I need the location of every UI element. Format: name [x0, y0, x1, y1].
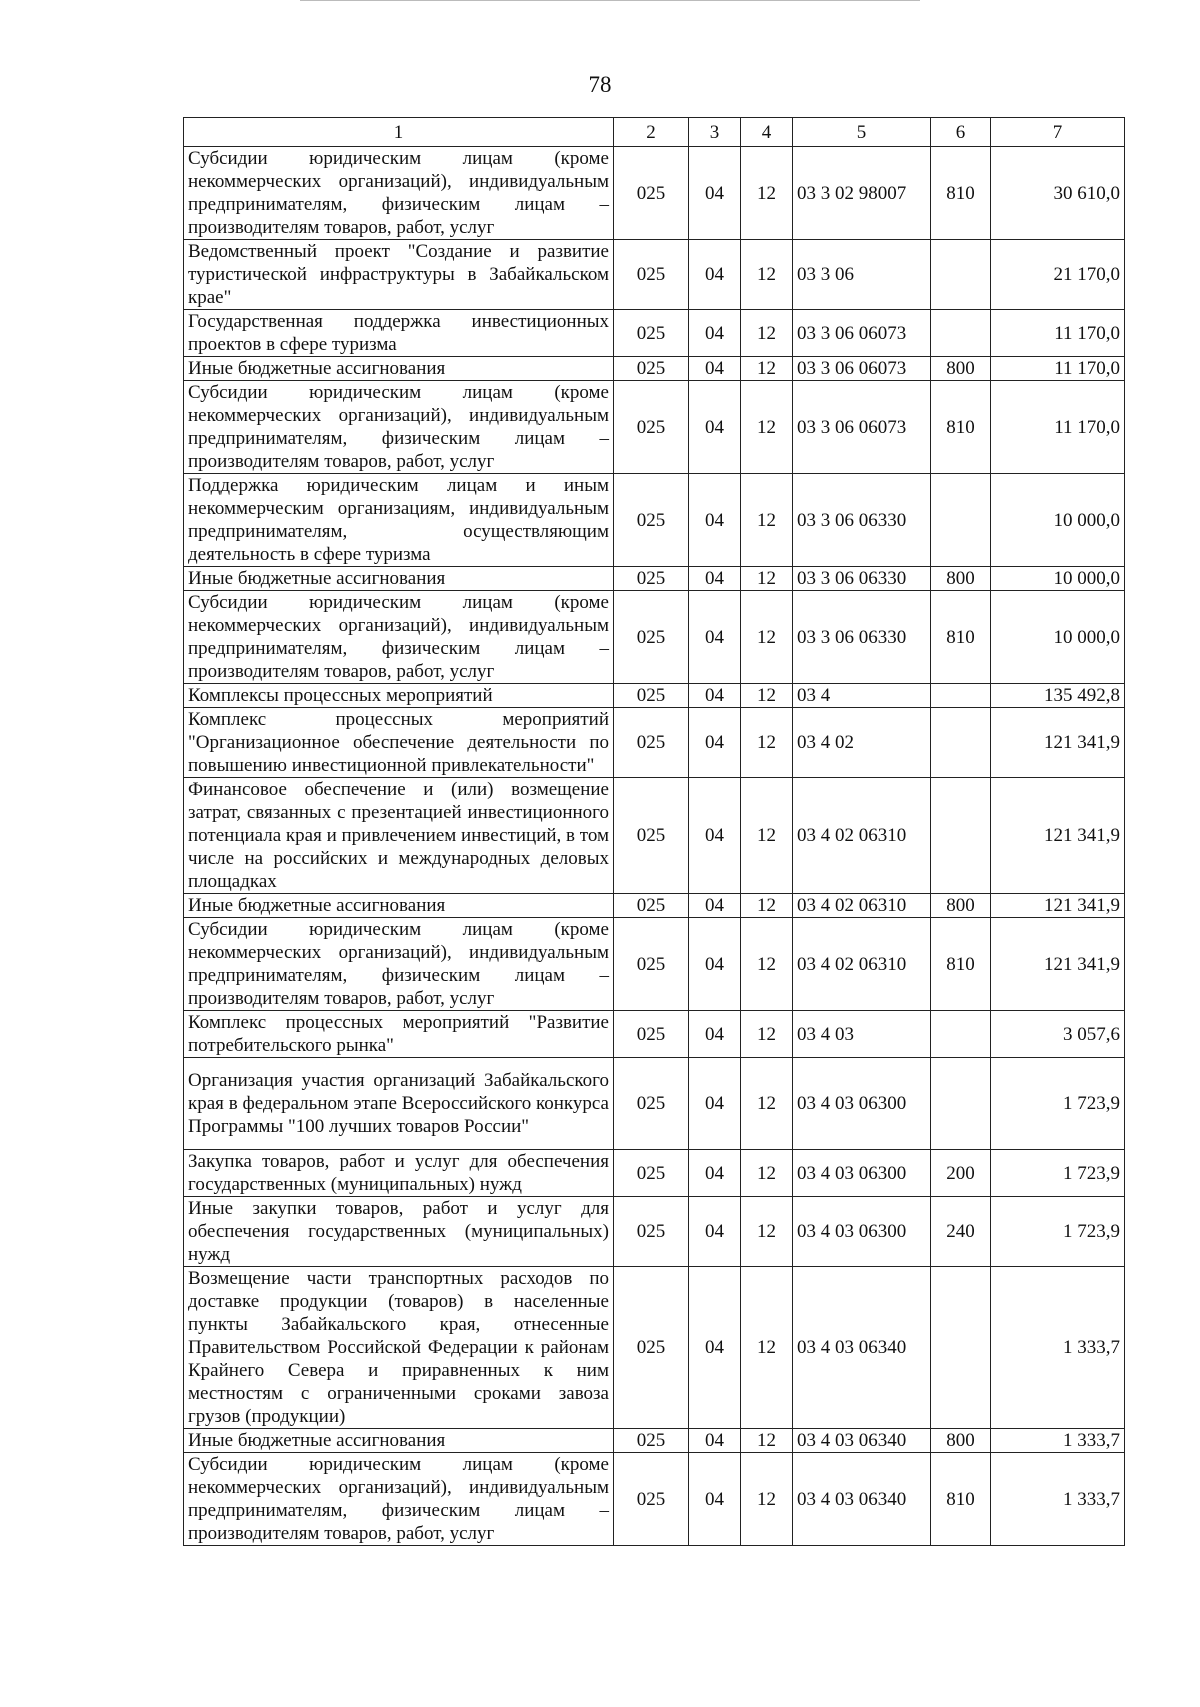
row-target-article-cell: 03 3 06 06330 — [793, 567, 931, 591]
row-expense-type-cell: 810 — [931, 591, 991, 684]
row-name-cell: Субсидии юридическим лицам (кроме некоммерческих организаций), индивидуальным предпринимателям, физическим лицам – производителям товаров, работ, услуг — [184, 918, 614, 1011]
page-number: 78 — [588, 72, 612, 97]
row-code-cell: 025 — [614, 1150, 689, 1197]
row-amount-cell: 21 170,0 — [991, 240, 1125, 310]
row-amount-cell: 121 341,9 — [991, 918, 1125, 1011]
table-row — [184, 1197, 1125, 1267]
row-name-cell: Иные закупки товаров, работ и услуг для обеспечения государственных (муниципальных) нужд — [184, 1197, 614, 1267]
row-target-article-cell: 03 4 02 — [793, 708, 931, 778]
row-code-cell: 025 — [614, 381, 689, 474]
row-name-cell: Комплекс процессных мероприятий "Развитие потребительского рынка" — [184, 1011, 614, 1058]
row-expense-type-cell: 800 — [931, 357, 991, 381]
row-amount-cell: 1 333,7 — [991, 1267, 1125, 1429]
row-section-cell: 04 — [689, 147, 741, 240]
row-amount-cell: 11 170,0 — [991, 381, 1125, 474]
table-row — [184, 1058, 1125, 1150]
row-section-cell: 04 — [689, 1453, 741, 1546]
row-section-cell: 04 — [689, 778, 741, 894]
table-row — [184, 591, 1125, 684]
header-cell: 1 — [184, 118, 614, 147]
row-amount-cell: 3 057,6 — [991, 1011, 1125, 1058]
row-expense-type-cell — [931, 310, 991, 357]
row-expense-type-cell: 800 — [931, 567, 991, 591]
table-row — [184, 567, 1125, 591]
row-subsection-cell: 12 — [741, 918, 793, 1011]
row-expense-type-cell — [931, 684, 991, 708]
row-code-cell: 025 — [614, 591, 689, 684]
row-amount-cell: 10 000,0 — [991, 474, 1125, 567]
row-target-article-cell: 03 4 03 06340 — [793, 1453, 931, 1546]
table-row — [184, 1429, 1125, 1453]
row-name-cell: Возмещение части транспортных расходов по доставке продукции (товаров) в населенные пункты Забайкальского края, отнесенные Правительством Российской Федерации к районам Крайнего Севера и приравненных к ним местностям с ограниченными сроками завоза грузов (продукции) — [184, 1267, 614, 1429]
row-expense-type-cell: 200 — [931, 1150, 991, 1197]
row-subsection-cell: 12 — [741, 1011, 793, 1058]
row-expense-type-cell — [931, 240, 991, 310]
row-code-cell: 025 — [614, 357, 689, 381]
row-name-cell: Государственная поддержка инвестиционных проектов в сфере туризма — [184, 310, 614, 357]
row-subsection-cell: 12 — [741, 357, 793, 381]
row-section-cell: 04 — [689, 1011, 741, 1058]
row-amount-cell: 1 333,7 — [991, 1429, 1125, 1453]
row-section-cell: 04 — [689, 1267, 741, 1429]
row-section-cell: 04 — [689, 1429, 741, 1453]
row-subsection-cell: 12 — [741, 708, 793, 778]
row-subsection-cell: 12 — [741, 310, 793, 357]
row-code-cell: 025 — [614, 240, 689, 310]
row-section-cell: 04 — [689, 567, 741, 591]
row-target-article-cell: 03 4 — [793, 684, 931, 708]
row-amount-cell: 11 170,0 — [991, 357, 1125, 381]
table-row — [184, 708, 1125, 778]
row-expense-type-cell — [931, 1058, 991, 1150]
row-amount-cell: 30 610,0 — [991, 147, 1125, 240]
row-code-cell: 025 — [614, 1197, 689, 1267]
row-target-article-cell: 03 4 03 06300 — [793, 1150, 931, 1197]
row-subsection-cell: 12 — [741, 1058, 793, 1150]
table-row — [184, 778, 1125, 894]
row-code-cell: 025 — [614, 1429, 689, 1453]
row-amount-cell: 135 492,8 — [991, 684, 1125, 708]
row-section-cell: 04 — [689, 357, 741, 381]
row-amount-cell: 1 723,9 — [991, 1150, 1125, 1197]
row-name-cell: Закупка товаров, работ и услуг для обеспечения государственных (муниципальных) нужд — [184, 1150, 614, 1197]
row-subsection-cell: 12 — [741, 381, 793, 474]
row-name-cell: Субсидии юридическим лицам (кроме некоммерческих организаций), индивидуальным предпринимателям, физическим лицам – производителям товаров, работ, услуг — [184, 1453, 614, 1546]
row-name-cell: Финансовое обеспечение и (или) возмещение затрат, связанных с презентацией инвестиционного потенциала края и привлечением инвестиций, в том числе на российских и международных деловых площадках — [184, 778, 614, 894]
budget-table — [183, 117, 1125, 1546]
header-cell: 6 — [931, 118, 991, 147]
table-row — [184, 240, 1125, 310]
table-row — [184, 147, 1125, 240]
row-subsection-cell: 12 — [741, 240, 793, 310]
row-name-cell: Комплексы процессных мероприятий — [184, 684, 614, 708]
row-subsection-cell: 12 — [741, 591, 793, 684]
row-amount-cell: 10 000,0 — [991, 567, 1125, 591]
row-name-cell: Ведомственный проект "Создание и развитие туристической инфраструктуры в Забайкальском крае" — [184, 240, 614, 310]
table-row — [184, 474, 1125, 567]
row-subsection-cell: 12 — [741, 1150, 793, 1197]
row-amount-cell: 1 723,9 — [991, 1058, 1125, 1150]
header-row — [184, 118, 1125, 147]
row-expense-type-cell: 810 — [931, 918, 991, 1011]
table-row — [184, 1267, 1125, 1429]
row-subsection-cell: 12 — [741, 567, 793, 591]
row-section-cell: 04 — [689, 591, 741, 684]
row-section-cell: 04 — [689, 240, 741, 310]
row-code-cell: 025 — [614, 567, 689, 591]
row-target-article-cell: 03 4 03 — [793, 1011, 931, 1058]
table-row — [184, 1453, 1125, 1546]
header-cell: 7 — [991, 118, 1125, 147]
row-code-cell: 025 — [614, 474, 689, 567]
row-expense-type-cell — [931, 708, 991, 778]
row-amount-cell: 1 723,9 — [991, 1197, 1125, 1267]
row-code-cell: 025 — [614, 1267, 689, 1429]
table-row — [184, 684, 1125, 708]
row-target-article-cell: 03 4 02 06310 — [793, 894, 931, 918]
scan-edge-line — [300, 0, 920, 1]
row-code-cell: 025 — [614, 684, 689, 708]
row-amount-cell: 10 000,0 — [991, 591, 1125, 684]
row-expense-type-cell — [931, 778, 991, 894]
table-row — [184, 357, 1125, 381]
row-code-cell: 025 — [614, 708, 689, 778]
row-code-cell: 025 — [614, 1058, 689, 1150]
row-section-cell: 04 — [689, 918, 741, 1011]
row-section-cell: 04 — [689, 1197, 741, 1267]
row-name-cell: Комплекс процессных мероприятий "Организационное обеспечение деятельности по повышению инвестиционной привлекательности" — [184, 708, 614, 778]
header-cell: 5 — [793, 118, 931, 147]
table-row — [184, 894, 1125, 918]
row-subsection-cell: 12 — [741, 474, 793, 567]
row-expense-type-cell: 810 — [931, 147, 991, 240]
row-section-cell: 04 — [689, 1150, 741, 1197]
table-row — [184, 1150, 1125, 1197]
header-cell: 2 — [614, 118, 689, 147]
table-row — [184, 1011, 1125, 1058]
row-code-cell: 025 — [614, 1453, 689, 1546]
row-target-article-cell: 03 4 02 06310 — [793, 778, 931, 894]
row-name-cell: Иные бюджетные ассигнования — [184, 1429, 614, 1453]
row-section-cell: 04 — [689, 684, 741, 708]
row-target-article-cell: 03 3 06 06073 — [793, 357, 931, 381]
row-name-cell: Иные бюджетные ассигнования — [184, 357, 614, 381]
row-subsection-cell: 12 — [741, 1197, 793, 1267]
row-amount-cell: 121 341,9 — [991, 778, 1125, 894]
row-expense-type-cell: 240 — [931, 1197, 991, 1267]
row-subsection-cell: 12 — [741, 778, 793, 894]
row-target-article-cell: 03 4 03 06340 — [793, 1429, 931, 1453]
row-target-article-cell: 03 3 06 06330 — [793, 591, 931, 684]
row-name-cell: Иные бюджетные ассигнования — [184, 894, 614, 918]
table-row — [184, 310, 1125, 357]
row-target-article-cell: 03 4 02 06310 — [793, 918, 931, 1011]
row-amount-cell: 121 341,9 — [991, 894, 1125, 918]
table-row — [184, 918, 1125, 1011]
row-code-cell: 025 — [614, 778, 689, 894]
row-subsection-cell: 12 — [741, 147, 793, 240]
row-section-cell: 04 — [689, 708, 741, 778]
row-expense-type-cell — [931, 1267, 991, 1429]
row-section-cell: 04 — [689, 474, 741, 567]
row-code-cell: 025 — [614, 310, 689, 357]
table-row — [184, 381, 1125, 474]
row-expense-type-cell: 810 — [931, 381, 991, 474]
row-target-article-cell: 03 3 02 98007 — [793, 147, 931, 240]
row-amount-cell: 1 333,7 — [991, 1453, 1125, 1546]
row-amount-cell: 11 170,0 — [991, 310, 1125, 357]
row-section-cell: 04 — [689, 1058, 741, 1150]
row-expense-type-cell: 800 — [931, 1429, 991, 1453]
row-subsection-cell: 12 — [741, 684, 793, 708]
row-target-article-cell: 03 4 03 06300 — [793, 1058, 931, 1150]
row-target-article-cell: 03 4 03 06300 — [793, 1197, 931, 1267]
row-target-article-cell: 03 3 06 06330 — [793, 474, 931, 567]
row-section-cell: 04 — [689, 894, 741, 918]
header-cell: 3 — [689, 118, 741, 147]
row-section-cell: 04 — [689, 310, 741, 357]
row-subsection-cell: 12 — [741, 1429, 793, 1453]
row-target-article-cell: 03 3 06 06073 — [793, 381, 931, 474]
row-name-cell: Иные бюджетные ассигнования — [184, 567, 614, 591]
row-amount-cell: 121 341,9 — [991, 708, 1125, 778]
row-target-article-cell: 03 4 03 06340 — [793, 1267, 931, 1429]
row-name-cell: Субсидии юридическим лицам (кроме некоммерческих организаций), индивидуальным предпринимателям, физическим лицам – производителям товаров, работ, услуг — [184, 381, 614, 474]
row-expense-type-cell — [931, 474, 991, 567]
row-subsection-cell: 12 — [741, 894, 793, 918]
row-code-cell: 025 — [614, 1011, 689, 1058]
row-target-article-cell: 03 3 06 — [793, 240, 931, 310]
row-expense-type-cell: 810 — [931, 1453, 991, 1546]
header-cell: 4 — [741, 118, 793, 147]
row-expense-type-cell: 800 — [931, 894, 991, 918]
row-name-cell: Субсидии юридическим лицам (кроме некоммерческих организаций), индивидуальным предпринимателям, физическим лицам – производителям товаров, работ, услуг — [184, 591, 614, 684]
row-name-cell: Организация участия организаций Забайкальского края в федеральном этапе Всероссийского конкурса Программы "100 лучших товаров России" — [184, 1058, 614, 1150]
row-subsection-cell: 12 — [741, 1267, 793, 1429]
row-code-cell: 025 — [614, 147, 689, 240]
row-section-cell: 04 — [689, 381, 741, 474]
row-code-cell: 025 — [614, 894, 689, 918]
row-target-article-cell: 03 3 06 06073 — [793, 310, 931, 357]
row-code-cell: 025 — [614, 918, 689, 1011]
row-subsection-cell: 12 — [741, 1453, 793, 1546]
row-expense-type-cell — [931, 1011, 991, 1058]
row-name-cell: Субсидии юридическим лицам (кроме некоммерческих организаций), индивидуальным предпринимателям, физическим лицам – производителям товаров, работ, услуг — [184, 147, 614, 240]
row-name-cell: Поддержка юридическим лицам и иным некоммерческим организациям, индивидуальным предпринимателям, осуществляющим деятельность в сфере туризма — [184, 474, 614, 567]
